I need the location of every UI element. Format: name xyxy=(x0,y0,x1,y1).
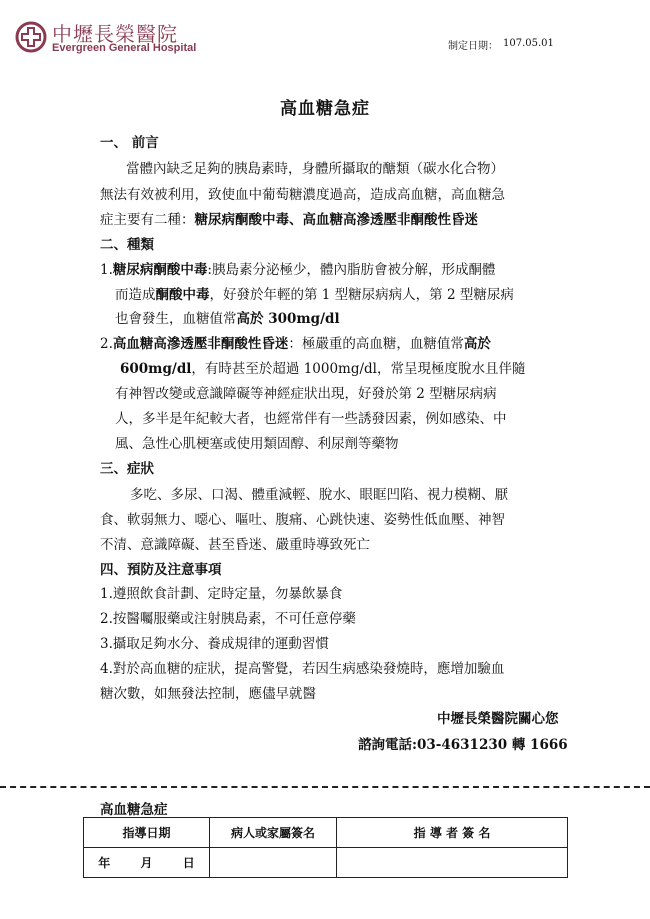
hospital-name-cn: 中壢長榮醫院 xyxy=(52,22,178,46)
slip-title: 高血糖急症 xyxy=(100,802,168,818)
section-2-heading: 二、種類 xyxy=(100,237,154,253)
type-1-line-1: 1.糖尿病酮酸中毒:胰島素分泌極少，體內脂肪會被分解，形成酮體 xyxy=(100,262,496,278)
phone-line: 諮詢電話:03-4631230 轉 1666 xyxy=(358,737,568,753)
type-2-line-3: 有神智改變或意識障礙等神經症狀出現，好發於第 2 型糖尿病病 xyxy=(115,386,497,402)
care-message: 中壢長榮醫院關心您 xyxy=(437,711,559,727)
page-title: 高血糖急症 xyxy=(280,99,370,119)
section-1-line-1: 當體內缺乏足夠的胰島素時，身體所攝取的醣類（碳水化合物） xyxy=(126,161,504,177)
day-label: 日 xyxy=(182,856,195,870)
type-2-line-1: 2.高血糖高滲透壓非酮酸性昏迷：極嚴重的高血糖，血糖值常高於 xyxy=(100,336,491,352)
hospital-name-en: Evergreen General Hospital xyxy=(52,42,197,54)
hospital-logo xyxy=(14,18,214,58)
type-1-line-3: 也會發生，血糖值常高於 300mg/dl xyxy=(115,311,340,327)
type-2-line-5: 風、急性心肌梗塞或使用類固醇、利尿劑等藥物 xyxy=(115,436,399,452)
type-2-line-4: 人，多半是年紀較大者，也經常伴有一些誘發因素，例如感染、中 xyxy=(115,411,507,427)
prevention-item-2: 2.按醫囑服藥或注射胰島素，不可任意停藥 xyxy=(100,611,356,627)
year-label: 年 xyxy=(98,856,111,870)
header-patient-signature: 病人或家屬簽名 xyxy=(210,818,337,848)
type-2-line-2: 600mg/dl，有時甚至於超過 1000mg/dl，常呈現極度脫水且伴隨 xyxy=(120,361,526,377)
date-cell[interactable] xyxy=(84,848,210,878)
table-row xyxy=(84,818,568,848)
section-4-heading: 四、預防及注意事項 xyxy=(100,562,222,578)
symptoms-line-1: 多吃、多尿、口渴、體重減輕、脫水、眼眶凹陷、視力模糊、厭 xyxy=(130,487,508,503)
instructor-signature-cell[interactable] xyxy=(337,848,568,878)
prevention-item-1: 1.遵照飲食計劃、定時定量，勿暴飲暴食 xyxy=(100,586,343,602)
prevention-item-4-cont: 糖次數，如無發法控制，應儘早就醫 xyxy=(100,686,316,702)
hospital-logo-icon xyxy=(14,20,48,54)
prevention-item-4: 4.對於高血糖的症狀，提高警覺，若因生病感染發燒時，應增加驗血 xyxy=(100,661,505,677)
symptoms-line-2: 食、軟弱無力、噁心、嘔吐、腹痛、心跳快速、姿勢性低血壓、神智 xyxy=(100,512,505,528)
prevention-item-3: 3.攝取足夠水分、養成規律的運動習慣 xyxy=(100,636,329,652)
signature-table xyxy=(83,817,568,878)
type-1-line-2: 而造成酮酸中毒，好發於年輕的第 1 型糖尿病病人，第 2 型糖尿病 xyxy=(115,287,514,303)
header-guidance-date: 指導日期 xyxy=(84,818,210,848)
section-1-line-3: 症主要有二種：糖尿病酮酸中毒、高血糖高滲透壓非酮酸性昏迷 xyxy=(100,212,478,228)
symptoms-line-3: 不清、意識障礙、甚至昏迷、嚴重時導致死亡 xyxy=(100,537,370,553)
section-1-heading: 一、 前言 xyxy=(100,135,159,151)
month-label: 月 xyxy=(140,856,153,870)
cut-line xyxy=(0,786,650,788)
section-3-heading: 三、症狀 xyxy=(100,461,154,477)
patient-signature-cell[interactable] xyxy=(210,848,337,878)
date-label: 制定日期： xyxy=(448,41,498,52)
section-1-line-2: 無法有效被利用，致使血中葡萄糖濃度過高，造成高血糖，高血糖急 xyxy=(100,187,505,203)
date-value: 107.05.01 xyxy=(503,38,554,49)
table-row xyxy=(84,848,568,878)
header-instructor-signature: 指 導 者 簽 名 xyxy=(337,818,568,848)
